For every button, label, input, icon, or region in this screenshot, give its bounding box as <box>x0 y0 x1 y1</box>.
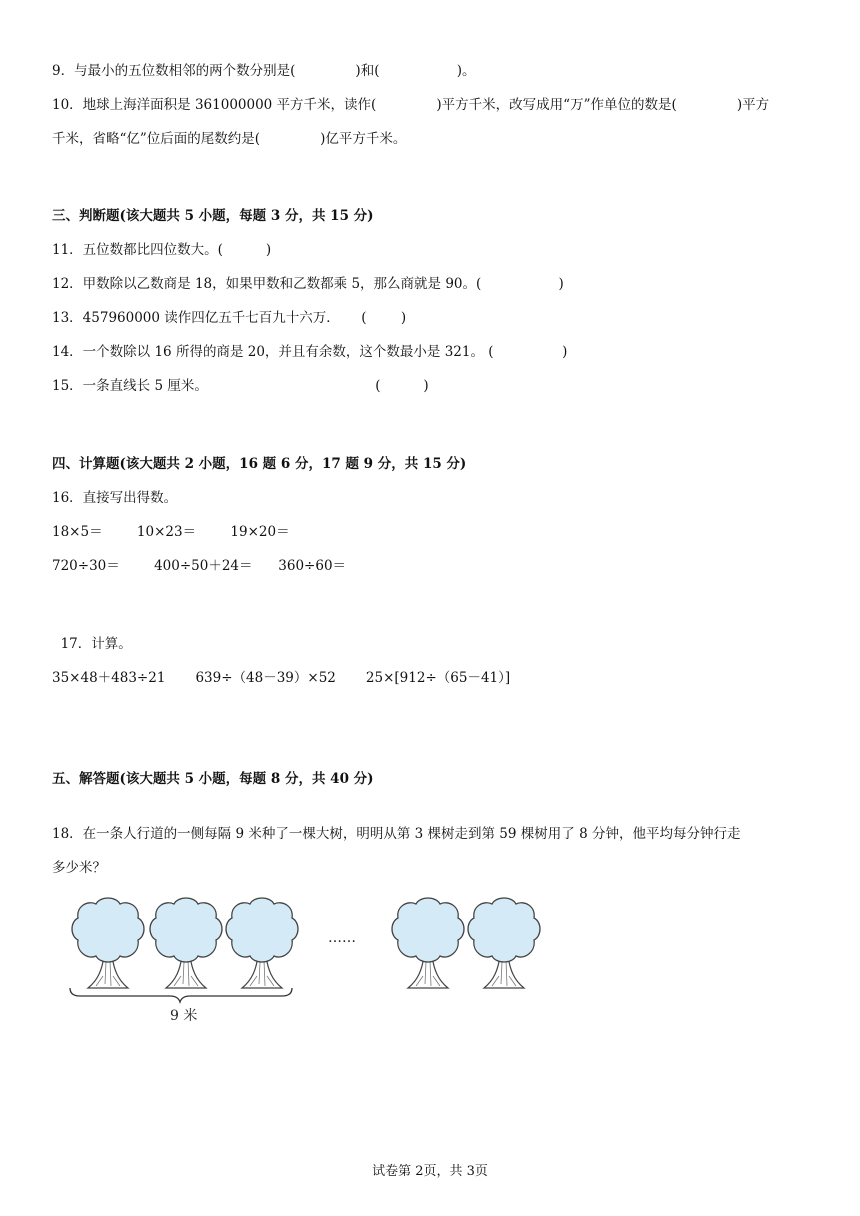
question-10-line1: 10．地球上海洋面积是 361000000 平方千米，读作( )平方千米，改写成用“万”作单位的数是( )平方 <box>52 97 770 113</box>
question-15: 15．一条直线长 5 厘米。 ( ) <box>52 378 429 394</box>
question-9: 9．与最小的五位数相邻的两个数分别是( )和( )。 <box>52 63 476 79</box>
tree-icon <box>226 898 298 988</box>
question-12: 12．甲数除以乙数商是 18，如果甲数和乙数都乘 5，那么商就是 90。( ) <box>52 276 564 292</box>
section-3-heading: 三、判断题(该大题共 5 小题，每题 3 分，共 15 分) <box>52 208 374 224</box>
question-16-row2: 720÷30＝ 400÷50＋24＝ 360÷60＝ <box>52 558 347 574</box>
question-16-row1: 18×5＝ 10×23＝ 19×20＝ <box>52 524 290 540</box>
brace-icon <box>70 988 292 1002</box>
question-14: 14．一个数除以 16 所得的商是 20，并且有余数，这个数最小是 321。 ( ) <box>52 344 568 360</box>
tree-icon <box>392 898 464 988</box>
section-5-heading: 五、解答题(该大题共 5 小题，每题 8 分，共 40 分) <box>52 771 374 787</box>
tree-figure <box>52 890 572 1030</box>
question-16: 16．直接写出得数。 <box>52 490 178 506</box>
section-4-heading: 四、计算题(该大题共 2 小题，16 题 6 分，17 题 9 分，共 15 分) <box>52 456 467 472</box>
distance-label: 9 米 <box>170 1008 198 1024</box>
question-18-line2: 多少米？ <box>52 860 106 876</box>
question-17-row: 35×48＋483÷21 639÷（48－39）×52 25×[912÷（65－41）] <box>52 670 511 686</box>
ellipsis-text: …… <box>328 930 356 946</box>
question-10-line2: 千米，省略“亿”位后面的尾数约是( )亿平方千米。 <box>52 131 407 147</box>
tree-icon <box>468 898 540 988</box>
page-footer: 试卷第 2页，共 3页 <box>372 1164 488 1179</box>
question-17: 17．计算。 <box>52 636 132 652</box>
question-11: 11．五位数都比四位数大。( ) <box>52 242 272 258</box>
question-13: 13．457960000 读作四亿五千七百九十六万． ( ) <box>52 310 407 326</box>
question-18-line1: 18．在一条人行道的一侧每隔 9 米种了一棵大树，明明从第 3 棵树走到第 59 棵树用了 8 分钟，他平均每分钟行走 <box>52 826 741 842</box>
tree-icon <box>72 898 144 988</box>
tree-icon <box>150 898 222 988</box>
